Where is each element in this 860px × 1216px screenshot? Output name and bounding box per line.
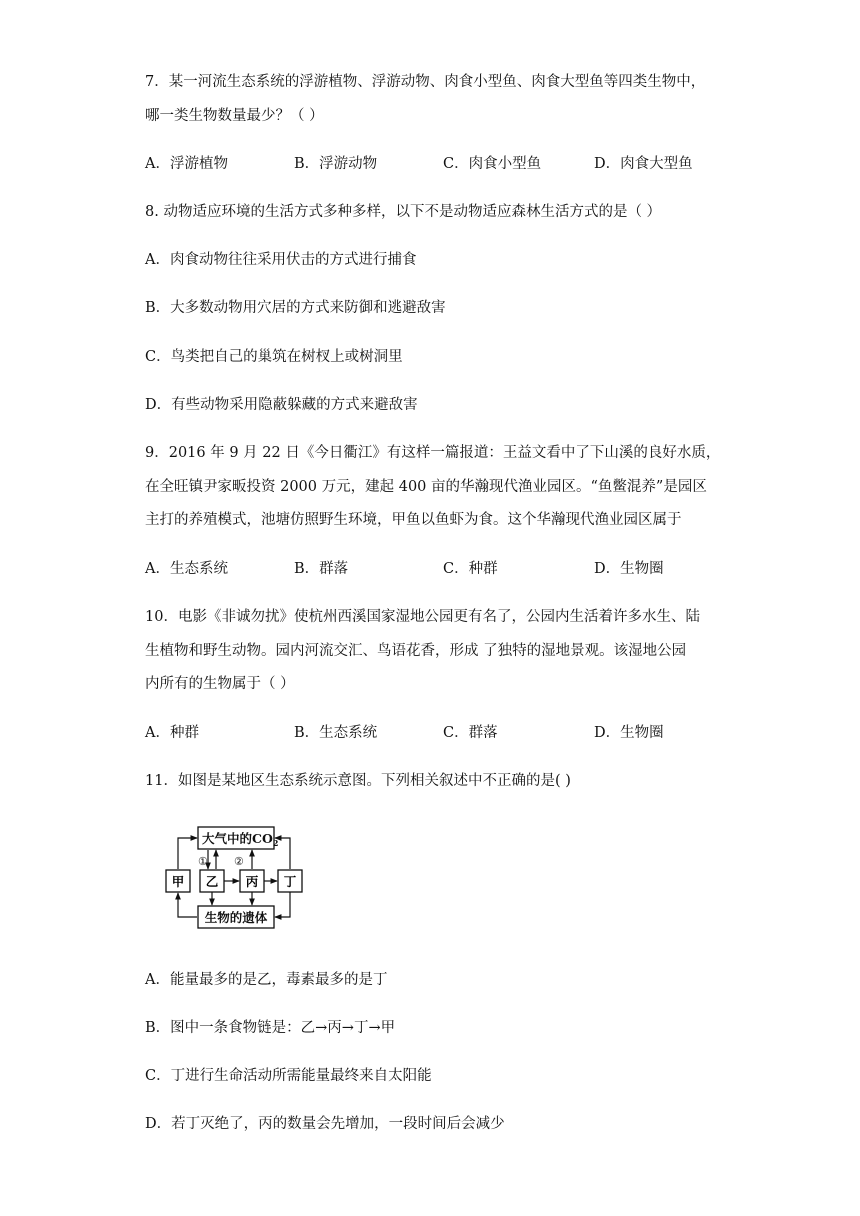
q8-option-b: B．大多数动物用穴居的方式来防御和逃避敌害 — [145, 300, 446, 316]
q11-stem: 11．如图是某地区生态系统示意图。下列相关叙述中不正确的是( ) — [145, 773, 571, 789]
q9-stem-line1: 9．2016 年 9 月 22 日《今日衢江》有这样一篇报道：王益文看中了下山溪的良好水质， — [145, 445, 721, 461]
q8-option-c: C．鸟类把自己的巢筑在树杈上或树洞里 — [145, 349, 403, 365]
co2-box-label: 大气中的CO — [202, 831, 273, 846]
q7-option-d: D．肉食大型鱼 — [594, 156, 693, 172]
q11-option-b: B．图中一条食物链是：乙→丙→丁→甲 — [145, 1020, 396, 1036]
q8-option-a: A．肉食动物往往采用伏击的方式进行捕食 — [145, 252, 417, 268]
q10-stem-line2: 生植物和野生动物。园内河流交汇、鸟语花香，形成 了独特的湿地景观。该湿地公园 — [145, 643, 687, 659]
q10-option-a: A．种群 — [145, 725, 199, 741]
q11-option-d: D．若丁灭绝了，丙的数量会先增加，一段时间后会减少 — [145, 1116, 505, 1132]
q11-option-c: C．丁进行生命活动所需能量最终来自太阳能 — [145, 1068, 432, 1084]
q8-stem: 8. 动物适应环境的生活方式多种多样，以下不是动物适应森林生活方式的是（ ） — [145, 204, 662, 220]
node-ding-label: 丁 — [283, 874, 297, 889]
q7-stem-line1: 7．某一河流生态系统的浮游植物、浮游动物、肉食小型鱼、肉食大型鱼等四类生物中， — [145, 74, 706, 90]
arrow-jia-to-co2 — [178, 838, 197, 869]
q11-option-a: A．能量最多的是乙，毒素最多的是丁 — [145, 972, 388, 988]
q8-option-d: D．有些动物采用隐蔽躲藏的方式来避敌害 — [145, 397, 418, 413]
q10-stem-line3: 内所有的生物属于（ ） — [145, 676, 295, 692]
q9-option-b: B．群落 — [294, 561, 349, 577]
q9-stem-line2: 在全旺镇尹家畈投资 2000 万元，建起 400 亩的华瀚现代渔业园区。“鱼鳖混养”是园区 — [145, 479, 707, 495]
node-jia-label: 甲 — [171, 874, 185, 889]
node-yi-label: 乙 — [205, 874, 219, 889]
q10-option-c: C．群落 — [443, 725, 498, 741]
mark-1: ① — [198, 855, 208, 868]
q7-option-c: C．肉食小型鱼 — [443, 156, 542, 172]
svg-text:大气中的CO2 — [202, 831, 278, 848]
ecosystem-diagram — [160, 818, 310, 940]
co2-subscript: 2 — [272, 838, 279, 848]
q7-stem-line2: 哪一类生物数量最少？（ ） — [145, 108, 324, 124]
q7-option-b: B．浮游动物 — [294, 156, 378, 172]
arrow-remains-to-jia — [178, 893, 197, 917]
remains-box-label: 生物的遗体 — [204, 910, 268, 925]
q9-option-d: D．生物圈 — [594, 561, 664, 577]
q9-option-a: A．生态系统 — [145, 561, 228, 577]
q7-option-a: A．浮游植物 — [145, 156, 228, 172]
q9-stem-line3: 主打的养殖模式，池塘仿照野生环境，甲鱼以鱼虾为食。这个华瀚现代渔业园区属于 — [145, 512, 682, 528]
q10-option-d: D．生物圈 — [594, 725, 664, 741]
q10-stem-line1: 10．电影《非诚勿扰》使杭州西溪国家湿地公园更有名了，公园内生活着许多水生、陆 — [145, 609, 700, 625]
q9-option-c: C．种群 — [443, 561, 498, 577]
q10-option-b: B．生态系统 — [294, 725, 378, 741]
node-bing-label: 丙 — [245, 874, 259, 889]
arrow-ding-to-remains — [275, 892, 290, 917]
mark-2: ② — [234, 855, 244, 868]
